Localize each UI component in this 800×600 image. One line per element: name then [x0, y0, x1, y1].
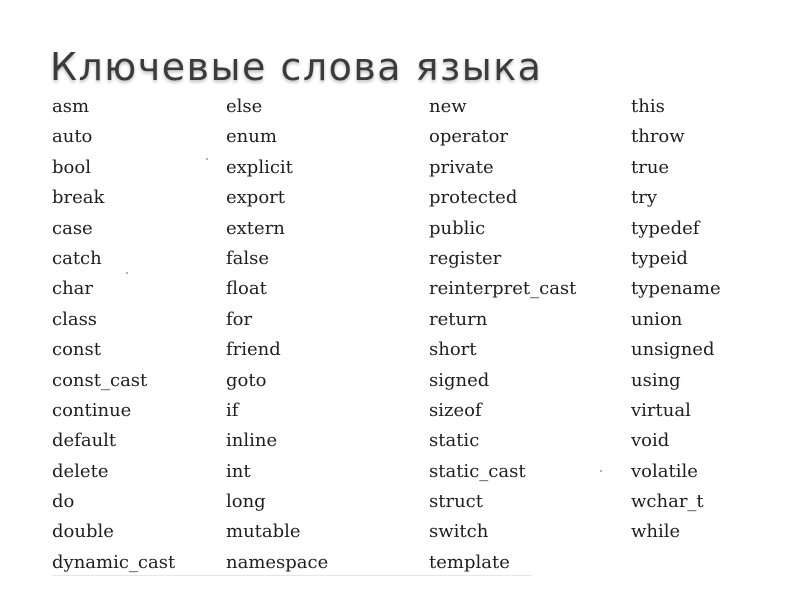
keyword-item: inline [226, 430, 278, 452]
keyword-item: while [631, 521, 681, 543]
keyword-item: long [226, 491, 266, 513]
keyword-item: default [52, 430, 117, 452]
keyword-item: sizeof [429, 399, 482, 421]
keyword-item: export [226, 187, 286, 209]
keyword-item: private [429, 156, 494, 178]
keyword-table [0, 92, 800, 582]
keyword-item: do [52, 491, 75, 513]
keyword-item: short [429, 339, 477, 361]
keyword-item: this [631, 96, 665, 117]
keyword-item: volatile [631, 460, 698, 482]
keyword-item: const [52, 339, 101, 361]
keyword-item: friend [226, 339, 281, 361]
keyword-item: static_cast [429, 460, 526, 482]
keyword-item: wchar_t [631, 491, 704, 513]
keyword-item: goto [226, 369, 267, 391]
keyword-item: namespace [226, 551, 329, 573]
keyword-item: auto [52, 126, 93, 148]
keyword-item: const_cast [52, 369, 148, 391]
keyword-item: continue [52, 399, 132, 421]
keyword-item: throw [631, 126, 685, 148]
keyword-item: new [429, 96, 467, 117]
keyword-item: typedef [631, 217, 700, 239]
keyword-item: int [226, 460, 251, 482]
keyword-item: static [429, 430, 480, 452]
scan-speck [600, 470, 602, 472]
keyword-item: typeid [631, 247, 688, 269]
scan-edge-line [52, 575, 532, 576]
keyword-column-4 [631, 92, 721, 548]
keyword-item: false [226, 247, 270, 269]
keyword-item: switch [429, 521, 489, 543]
keyword-item: char [52, 278, 94, 300]
keyword-item: operator [429, 126, 509, 148]
slide-title: Ключевые слова языка [50, 45, 543, 89]
keyword-item: mutable [226, 521, 301, 543]
keyword-item: explicit [226, 156, 293, 178]
scan-speck [126, 272, 128, 274]
keyword-item: struct [429, 491, 483, 513]
keyword-item: delete [52, 460, 109, 482]
keyword-item: signed [429, 369, 490, 391]
keyword-item: true [631, 156, 670, 178]
keyword-item: register [429, 247, 502, 269]
keyword-item: protected [429, 187, 518, 209]
keyword-column-2 [226, 92, 328, 578]
keyword-item: float [226, 278, 267, 300]
scan-speck [206, 158, 208, 160]
keyword-item: union [631, 308, 683, 330]
keyword-column-1 [52, 92, 175, 578]
keyword-item: extern [226, 217, 285, 239]
keyword-item: unsigned [631, 339, 715, 361]
keyword-item: for [226, 308, 253, 330]
keyword-column-3 [429, 92, 576, 578]
keyword-item: using [631, 369, 681, 391]
keyword-item: double [52, 521, 114, 543]
keyword-item: reinterpret_cast [429, 278, 577, 300]
keyword-item: template [429, 551, 510, 573]
keyword-item: virtual [631, 399, 691, 421]
keyword-item: try [631, 187, 658, 209]
keyword-item: public [429, 217, 486, 239]
keyword-item: bool [52, 156, 91, 178]
keyword-item: else [226, 96, 263, 117]
keyword-item: typename [631, 278, 721, 300]
keyword-item: void [631, 430, 670, 452]
keyword-item: class [52, 308, 98, 330]
keyword-item: catch [52, 247, 102, 269]
keyword-item: enum [226, 126, 277, 148]
keyword-item: if [226, 399, 239, 421]
keyword-item: asm [52, 96, 90, 117]
keyword-item: dynamic_cast [52, 551, 176, 573]
keyword-item: break [52, 187, 105, 209]
keyword-item: case [52, 217, 93, 239]
keyword-item: return [429, 308, 488, 330]
